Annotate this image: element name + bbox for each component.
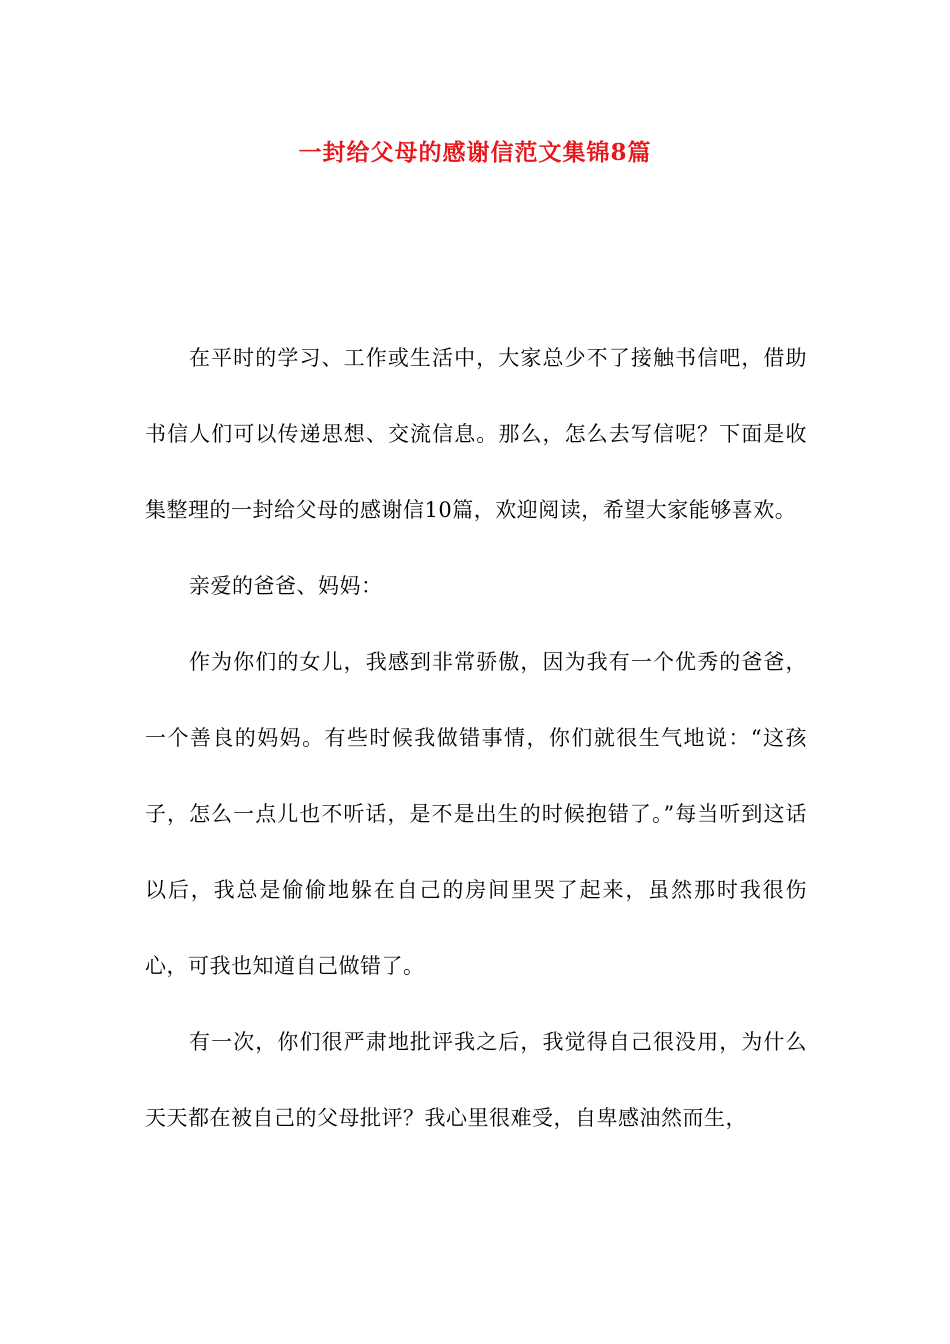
salutation-paragraph: 亲爱的爸爸、妈妈：: [189, 574, 383, 598]
body-paragraph-1: 作为你们的女儿，我感到非常骄傲，因为我有一个优秀的爸爸，一个善良的妈妈。有些时候我做错事情，你们就很生气地说：“这孩子，怎么一点儿也不听话，是不是出生的时候抱错了。”每当听到这话以后，我总是偷偷地躲在自己的房间里哭了起来，虽然那时我很伤心，可我也知道自己做错了。: [145, 650, 807, 978]
document-title: 一封给父母的感谢信范文集锦8篇: [298, 139, 652, 166]
document-body: [145, 320, 807, 1156]
intro-paragraph: 在平时的学习、工作或生活中，大家总少不了接触书信吧，借助书信人们可以传递思想、交流信息。那么，怎么去写信呢？下面是收集整理的一封给父母的感谢信10篇，欢迎阅读，希望大家能够喜欢。: [145, 346, 807, 522]
body-paragraph-2: 有一次，你们很严肃地批评我之后，我觉得自己很没用，为什么天天都在被自己的父母批评？我心里很难受，自卑感油然而生，: [145, 1030, 807, 1130]
